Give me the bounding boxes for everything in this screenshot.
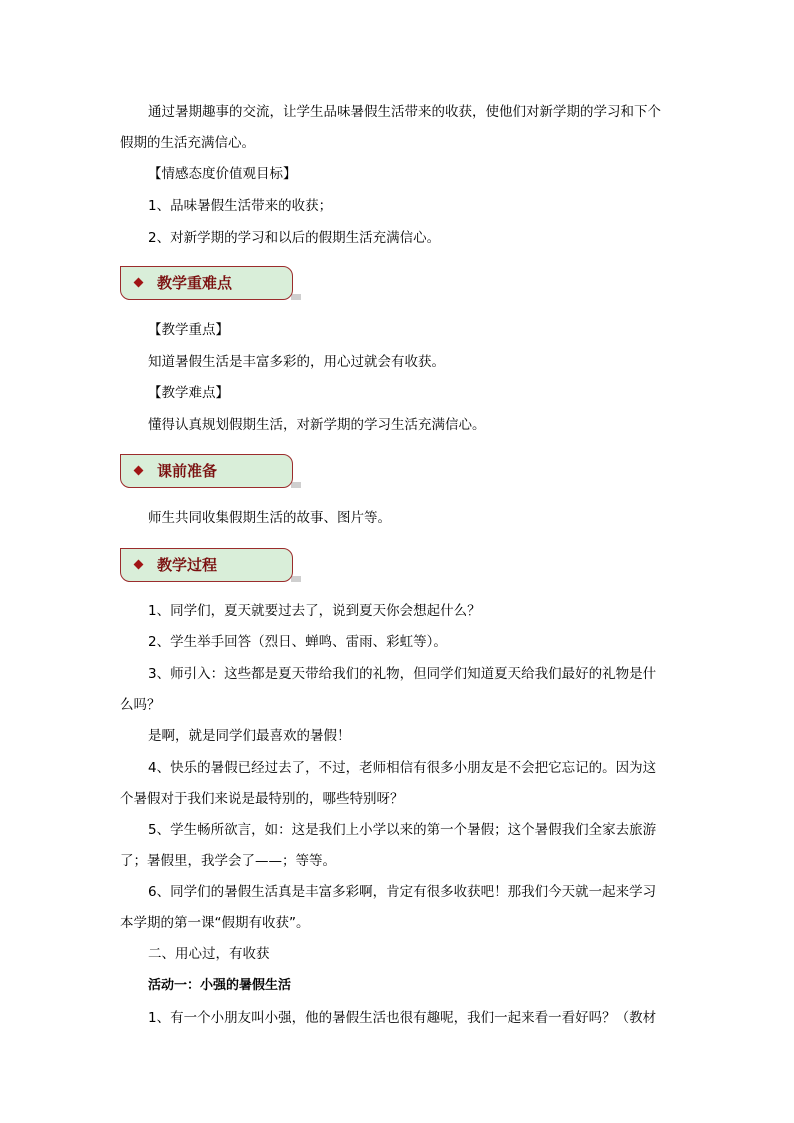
body-text: 假期的生活充满信心。 <box>120 135 255 151</box>
body-text: 通过暑期趣事的交流，让学生品味暑假生活带来的收获，使他们对新学期的学习和下个 <box>148 104 661 120</box>
section-heading: 教学过程 <box>157 556 218 574</box>
section-heading: 课前准备 <box>157 462 218 480</box>
heading-shadow <box>291 482 301 488</box>
subheading: 【教学难点】 <box>148 385 229 401</box>
list-item: 5、学生畅所欲言，如：这是我们上小学以来的第一个暑假；这个暑假我们全家去旅游 <box>148 822 657 838</box>
body-text: 懂得认真规划假期生活，对新学期的学习生活充满信心。 <box>148 417 486 433</box>
body-text: 知道暑假生活是丰富多彩的，用心过就会有收获。 <box>148 354 445 370</box>
list-item-continued: 了；暑假里，我学会了——；等等。 <box>120 853 336 869</box>
section-heading: 教学重难点 <box>157 274 233 292</box>
list-item-continued: 个暑假对于我们来说是最特别的，哪些特别呀？ <box>120 791 404 807</box>
heading-shadow <box>291 294 301 300</box>
subheading: 【情感态度价值观目标】 <box>148 166 297 182</box>
list-item: 1、有一个小朋友叫小强，他的暑假生活也很有趣呢，我们一起来看一看好吗？（教材 <box>148 1010 657 1026</box>
list-item: 4、快乐的暑假已经过去了，不过，老师相信有很多小朋友是不会把它忘记的。因为这 <box>148 760 657 776</box>
list-item: 2、学生举手回答（烈日、蝉鸣、雷雨、彩虹等）。 <box>148 634 447 650</box>
list-item: 3、师引入：这些都是夏天带给我们的礼物，但同学们知道夏天给我们最好的礼物是什 <box>148 666 657 682</box>
activity-title: 活动一：小强的暑假生活 <box>148 978 292 993</box>
body-text: 是啊，就是同学们最喜欢的暑假！ <box>148 728 351 744</box>
subheading: 【教学重点】 <box>148 322 229 338</box>
list-item: 6、同学们的暑假生活真是丰富多彩啊，肯定有很多收获吧！那我们今天就一起来学习 <box>148 884 657 900</box>
heading-shadow <box>291 576 301 582</box>
list-item: 1、品味暑假生活带来的收获； <box>148 198 333 214</box>
list-item-continued: 本学期的第一课“假期有收获”。 <box>120 915 310 931</box>
list-item: 2、对新学期的学习和以后的假期生活充满信心。 <box>148 230 441 246</box>
body-text: 师生共同收集假期生活的故事、图片等。 <box>148 510 391 526</box>
list-item-continued: 么吗？ <box>120 697 161 713</box>
list-item: 1、同学们，夏天就要过去了，说到夏天你会想起什么？ <box>148 603 481 619</box>
subheading: 二、用心过，有收获 <box>148 946 270 962</box>
